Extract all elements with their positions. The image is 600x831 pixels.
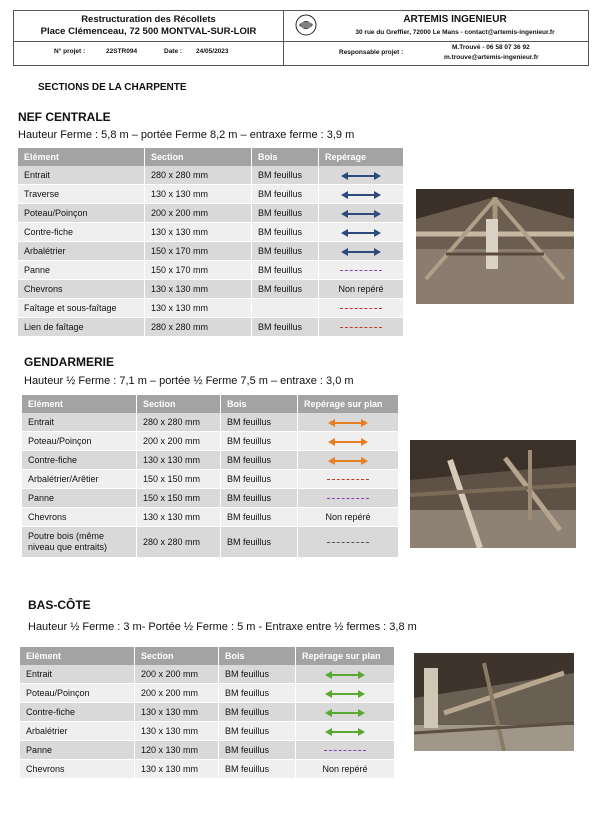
cell-element: Entrait [22,413,137,432]
table-row [20,722,395,741]
cell-element: Poteau/Poinçon [20,684,135,703]
double-arrow-icon [325,690,365,698]
table-row [22,508,399,527]
cell-element: Panne [22,489,137,508]
table-row [22,489,399,508]
table-row [18,185,404,204]
dashed-line-icon [327,542,369,543]
table-row [22,413,399,432]
project-title: Restructuration des Récollets [81,14,216,25]
cell-reperage [296,703,395,722]
cell-bois: BM feuillus [221,413,298,432]
cell-section: 130 x 130 mm [137,508,221,527]
table-row [20,741,395,760]
cell-reperage [319,185,404,204]
cell-bois: BM feuillus [221,470,298,489]
table-body [20,665,395,779]
cell-element: Arbalétrier [20,722,135,741]
table-row [18,318,404,337]
section-title-gendarmerie: GENDARMERIE [24,355,115,369]
cell-reperage [296,684,395,703]
cell-bois: BM feuillus [219,760,296,779]
manager-email: m.trouve@artemis-ingenieur.fr [444,54,539,61]
cell-reperage [319,223,404,242]
double-arrow-icon [341,191,381,199]
col-header-reperage: Repérage [319,148,404,166]
manager-label: Responsable projet : [339,49,404,56]
table-row [18,242,404,261]
table-row [22,527,399,558]
cell-element: Contre-fiche [22,451,137,470]
double-arrow-icon [328,419,368,427]
project-number: 22STR094 [106,48,138,55]
col-header-section: Section [135,647,219,665]
cell-section: 130 x 130 mm [137,451,221,470]
table-gendarmerie [22,395,399,558]
table-row [20,665,395,684]
col-header-bois: Bois [252,148,319,166]
cell-element: Contre-fiche [18,223,145,242]
table-bas-cote [20,647,395,779]
double-arrow-icon [328,438,368,446]
table-row [20,684,395,703]
table-row [18,299,404,318]
cell-bois: BM feuillus [219,684,296,703]
cell-section: 280 x 280 mm [137,527,221,558]
cell-section: 280 x 280 mm [137,413,221,432]
table-nef-centrale [18,148,404,337]
cell-section: 200 x 200 mm [135,684,219,703]
cell-reperage [298,451,399,470]
cell-bois: BM feuillus [252,204,319,223]
cell-element: Panne [20,741,135,760]
cell-section: 130 x 130 mm [145,299,252,318]
table-row [18,280,404,299]
cell-bois: BM feuillus [219,703,296,722]
cell-element: Chevrons [18,280,145,299]
double-arrow-icon [325,671,365,679]
table-row [18,166,404,185]
col-header-element: Elément [18,148,145,166]
cell-bois: BM feuillus [252,242,319,261]
dashed-line-icon [340,308,382,309]
col-header-bois: Bois [219,647,296,665]
cell-reperage [319,242,404,261]
cell-reperage [296,722,395,741]
section-dimensions-bas-cote: Hauteur ½ Ferme : 3 m- Portée ½ Ferme : 5 m - Entraxe entre ½ fermes : 3,8 m [28,621,417,633]
cell-element: Traverse [18,185,145,204]
col-header-section: Section [137,395,221,413]
cell-element: Poteau/Poinçon [22,432,137,451]
double-arrow-icon [341,210,381,218]
company-logo [295,14,317,36]
cell-reperage [298,527,399,558]
cell-bois: BM feuillus [221,527,298,558]
table-row [20,703,395,722]
col-header-reperage: Repérage sur plan [298,395,399,413]
cell-element: Panne [18,261,145,280]
cell-section: 120 x 130 mm [135,741,219,760]
cell-bois: BM feuillus [252,318,319,337]
cell-bois: BM feuillus [221,508,298,527]
double-arrow-icon [328,457,368,465]
document-header [13,10,589,66]
table-row [22,451,399,470]
cell-section: 200 x 200 mm [137,432,221,451]
col-header-element: Elément [22,395,137,413]
col-header-reperage: Repérage sur plan [296,647,395,665]
cell-section: 150 x 170 mm [145,242,252,261]
company-address: 30 rue du Greffier, 72000 Le Mans - contact@artemis-ingenieur.fr [355,29,555,36]
table-row [22,432,399,451]
cell-element: Arbalétrier [18,242,145,261]
cell-section: 130 x 130 mm [135,722,219,741]
cell-element: Lien de faîtage [18,318,145,337]
cell-bois: BM feuillus [252,166,319,185]
table-row [22,470,399,489]
project-address: Place Clémenceau, 72 500 MONTVAL-SUR-LOIR [40,26,257,37]
cell-element: Poutre bois (même niveau que entraits) [22,527,137,558]
col-header-section: Section [145,148,252,166]
table-body [18,166,404,337]
cell-reperage [319,299,404,318]
col-header-bois: Bois [221,395,298,413]
cell-bois: BM feuillus [252,223,319,242]
cell-section: 150 x 150 mm [137,470,221,489]
section-title-nef: NEF CENTRALE [18,110,111,124]
double-arrow-icon [341,172,381,180]
cell-element: Entrait [20,665,135,684]
double-arrow-icon [325,709,365,717]
cell-section: 150 x 150 mm [137,489,221,508]
cell-section: 280 x 280 mm [145,318,252,337]
cell-reperage [319,204,404,223]
photo-nef-centrale [416,189,574,304]
date-label: Date : [164,48,183,55]
section-dimensions-nef: Hauteur Ferme : 5,8 m – portée Ferme 8,2 m – entraxe ferme : 3,9 m [18,129,355,141]
cell-element: Poteau/Poinçon [18,204,145,223]
header-divider [14,41,588,42]
photo-bas-cote [414,653,574,751]
cell-bois: BM feuillus [221,451,298,470]
table-body [22,413,399,558]
table-row [18,204,404,223]
cell-reperage [298,489,399,508]
company-name: ARTEMIS INGENIEUR [403,14,507,25]
cell-element: Faîtage et sous-faîtage [18,299,145,318]
table-row [18,261,404,280]
cell-reperage [319,318,404,337]
double-arrow-icon [341,248,381,256]
cell-reperage [298,470,399,489]
table-row [20,760,395,779]
cell-section: 130 x 130 mm [145,223,252,242]
cell-section: 130 x 130 mm [145,185,252,204]
cell-reperage: Non repéré [319,280,404,299]
cell-bois: BM feuillus [252,261,319,280]
table-header-row [22,395,399,413]
cell-section: 130 x 130 mm [135,703,219,722]
manager-name: M.Trouvé - 06 58 07 36 92 [452,44,530,51]
dashed-line-icon [324,750,366,751]
cell-element: Entrait [18,166,145,185]
cell-bois: BM feuillus [252,280,319,299]
double-arrow-icon [325,728,365,736]
dashed-line-icon [327,479,369,480]
cell-element: Chevrons [20,760,135,779]
cell-section: 200 x 200 mm [145,204,252,223]
dashed-line-icon [340,270,382,271]
cell-bois: BM feuillus [252,185,319,204]
dashed-line-icon [340,327,382,328]
cell-section: 130 x 130 mm [135,760,219,779]
cell-bois: BM feuillus [219,741,296,760]
page-title: SECTIONS DE LA CHARPENTE [38,82,187,93]
section-dimensions-gendarmerie: Hauteur ½ Ferme : 7,1 m – portée ½ Ferme 7,5 m – entraxe : 3,0 m [24,375,354,387]
cell-section: 150 x 170 mm [145,261,252,280]
cell-element: Arbalétrier/Arêtier [22,470,137,489]
double-arrow-icon [341,229,381,237]
table-header-row [18,148,404,166]
cell-reperage: Non repéré [296,760,395,779]
cell-element: Chevrons [22,508,137,527]
cell-bois: BM feuillus [221,489,298,508]
cell-bois: BM feuillus [219,665,296,684]
cell-section: 280 x 280 mm [145,166,252,185]
cell-reperage [298,432,399,451]
cell-section: 130 x 130 mm [145,280,252,299]
cell-reperage [296,741,395,760]
cell-bois: BM feuillus [219,722,296,741]
cell-bois: BM feuillus [221,432,298,451]
cell-bois [252,299,319,318]
cell-section: 200 x 200 mm [135,665,219,684]
dashed-line-icon [327,498,369,499]
cell-reperage [319,166,404,185]
header-divider [283,11,284,65]
table-row [18,223,404,242]
photo-gendarmerie [410,440,576,548]
table-header-row [20,647,395,665]
section-title-bas-cote: BAS-CÔTE [28,598,91,612]
cell-reperage [319,261,404,280]
cell-reperage [296,665,395,684]
project-number-label: N° projet : [54,48,86,55]
date-value: 24/05/2023 [196,48,229,55]
cell-reperage: Non repéré [298,508,399,527]
cell-reperage [298,413,399,432]
col-header-element: Elément [20,647,135,665]
cell-element: Contre-fiche [20,703,135,722]
